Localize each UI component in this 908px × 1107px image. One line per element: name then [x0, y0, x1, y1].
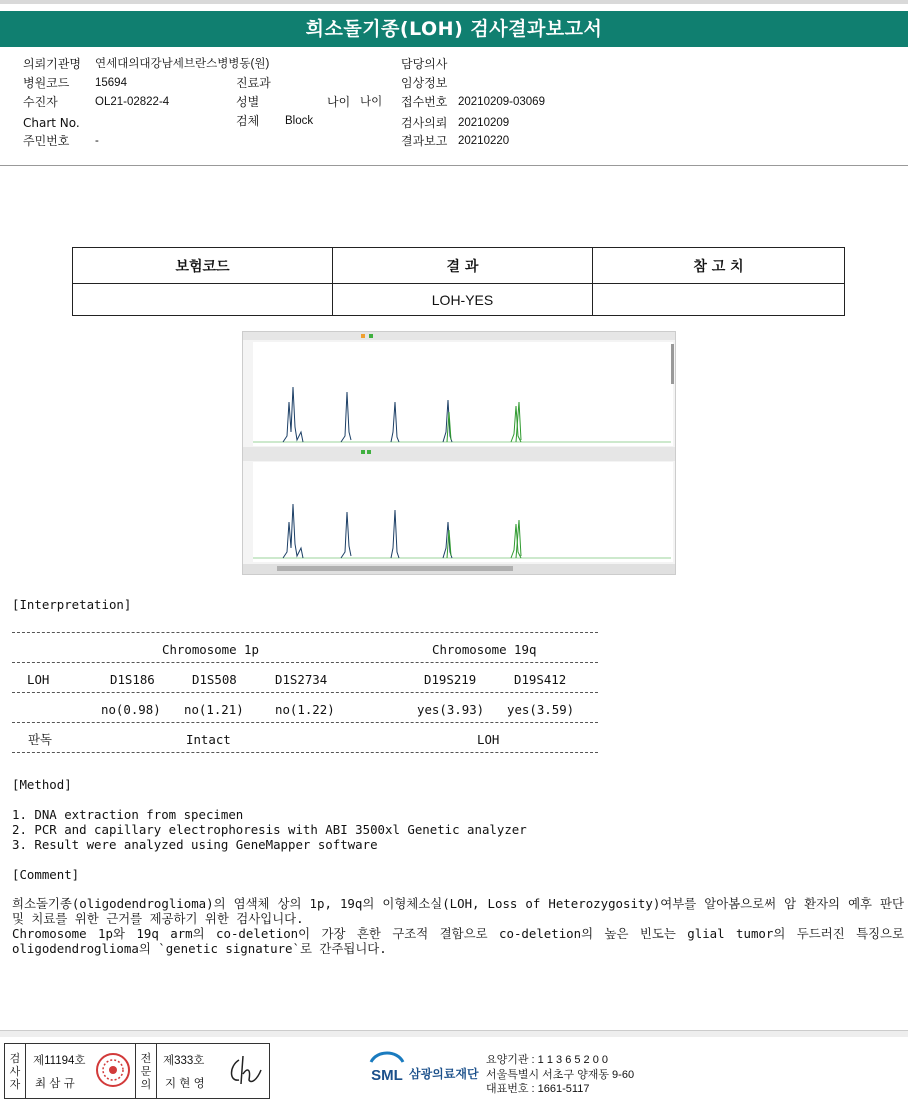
method-item-2: 2. PCR and capillary electrophoresis with ABI 3500xl Genetic analyzer: [12, 822, 527, 837]
trace-panel-top: [253, 342, 673, 446]
doctor-license-no: 제333호: [163, 1055, 205, 1067]
label-patient: 수진자: [23, 95, 58, 109]
scrollbar: [671, 344, 674, 384]
doctor-signature-icon: [225, 1050, 265, 1090]
toolbar-marker: [369, 334, 373, 338]
method-item-3: 3. Result were analyzed using GeneMapper software: [12, 837, 378, 852]
toolbar-marker: [367, 450, 371, 454]
label-institution: 의뢰기관명: [23, 57, 81, 71]
dash-rule: [12, 632, 598, 633]
tester-license-no: 제11194호: [33, 1055, 86, 1067]
comment-body: [12, 896, 904, 956]
report-title: 희소돌기종(LOH) 검사결과보고서: [0, 11, 908, 47]
dash-rule: [12, 662, 598, 663]
value-d1s508: no(1.21): [184, 702, 244, 717]
cell-result: LOH-YES: [333, 284, 593, 316]
value-specimen: Block: [285, 115, 314, 127]
doctor-label: [135, 1044, 157, 1098]
top-border: [0, 0, 908, 4]
marker-d1s2734: D1S2734: [275, 672, 328, 687]
result-table: [72, 247, 845, 316]
method-item-1: 1. DNA extraction from specimen: [12, 807, 244, 822]
marker-d19s412: D19S412: [514, 672, 567, 687]
footer-address: 서울특별시 서초구 양재동 9-60: [486, 1069, 635, 1081]
cell-reference: [593, 284, 845, 316]
dash-rule: [12, 692, 598, 693]
value-request-date: 20210209: [458, 117, 510, 129]
marker-d1s186: D1S186: [110, 672, 155, 687]
header-reference: 참 고 치: [593, 248, 845, 284]
judgement-19q: LOH: [477, 732, 500, 747]
marker-d19s219: D19S219: [424, 672, 477, 687]
value-receipt-no: 20210209-03069: [458, 96, 545, 108]
comment-paragraph-2: Chromosome 1p와 19q arm의 co-deletion이 가장 흔한 구조적 결함으로 co-deletion의 높은 빈도는 glial tumor의 두드러진 특징으로 oligodendroglioma의 `genetic signature`로 간주됩니다.: [12, 926, 904, 956]
comment-paragraph-1: 희소돌기종(oligodendroglioma)의 염색체 상의 1p, 19q의 이형체소실(LOH, Loss of Heterozygosity)여부를 알아봄으로써 암 환자의 예후 판단 및 치료를 위한 근거를 제공하기 위한 검사입니다.: [12, 896, 904, 926]
doctor-name: 지 현 영: [165, 1078, 205, 1090]
toolbar-marker: [361, 334, 365, 338]
label-report-date: 결과보고: [401, 134, 448, 148]
signature-box: [4, 1043, 270, 1099]
sml-logo-icon: [365, 1048, 409, 1088]
header-insurance-code: 보험코드: [73, 248, 333, 284]
dash-rule: [12, 752, 598, 753]
sml-logo-text: SML: [371, 1067, 403, 1084]
marker-d1s508: D1S508: [192, 672, 237, 687]
result-table-row: [73, 284, 845, 316]
tester-name: 최 삼 규: [35, 1078, 75, 1090]
footer-phone: 대표번호 : 1661-5117: [486, 1083, 590, 1095]
label-request-date: 검사의뢰: [401, 116, 448, 130]
footer-institution-code: 요양기관 : 1 1 3 6 5 2 0 0: [486, 1054, 609, 1066]
interpretation-heading: [Interpretation]: [12, 597, 132, 612]
value-d19s219: yes(3.93): [417, 702, 485, 717]
value-age: 나이: [360, 96, 383, 108]
value-patient: OL21-02822-4: [95, 96, 170, 108]
doctor-label-text: 전문의: [140, 1051, 152, 1091]
dash-rule: [12, 722, 598, 723]
judgement-1p: Intact: [186, 732, 231, 747]
label-department: 진료과: [236, 76, 271, 90]
cell-insurance-code: [73, 284, 333, 316]
value-report-date: 20210220: [458, 135, 510, 147]
value-d19s412: yes(3.59): [507, 702, 575, 717]
comment-heading: [Comment]: [12, 867, 80, 882]
chromosome-1p-label: Chromosome 1p: [162, 642, 259, 657]
panel-divider: [243, 447, 675, 461]
tester-label-text: 검사자: [9, 1051, 21, 1091]
tester-seal-icon: [95, 1052, 131, 1088]
value-resident-no: -: [95, 135, 99, 147]
judgement-label: 판독: [28, 732, 52, 747]
label-clinical-info: 임상정보: [401, 76, 448, 90]
label-hospital-code: 병원코드: [23, 76, 70, 90]
header-divider: [0, 165, 908, 166]
electropherogram-svg: [243, 332, 675, 574]
result-table-header: [73, 248, 845, 284]
bottom-scrollbar-thumb: [277, 566, 513, 571]
tester-label: [5, 1044, 26, 1098]
trace-panel-bottom: [253, 462, 673, 562]
label-sex: 성별: [236, 95, 260, 109]
panel-toolbar: [243, 332, 675, 340]
toolbar-marker: [361, 450, 365, 454]
value-d1s2734: no(1.22): [275, 702, 335, 717]
label-specimen: 검체: [236, 114, 260, 128]
label-receipt-no: 접수번호: [401, 95, 448, 109]
label-age: 나이: [327, 95, 351, 109]
label-doctor: 담당의사: [401, 57, 448, 71]
label-resident-no: 주민번호: [23, 134, 70, 148]
org-name: 삼광의료재단: [409, 1067, 479, 1081]
header-result: 결 과: [333, 248, 593, 284]
loh-label: LOH: [27, 672, 50, 687]
value-hospital-code: 15694: [95, 77, 127, 89]
value-d1s186: no(0.98): [101, 702, 161, 717]
chromosome-19q-label: Chromosome 19q: [432, 642, 537, 657]
footer-band: [0, 1030, 908, 1037]
value-institution: 연세대의대강남세브란스병병동(원): [95, 58, 270, 70]
label-chart-no: Chart No.: [23, 116, 80, 130]
method-heading: [Method]: [12, 777, 72, 792]
electropherogram-image: [242, 331, 676, 575]
